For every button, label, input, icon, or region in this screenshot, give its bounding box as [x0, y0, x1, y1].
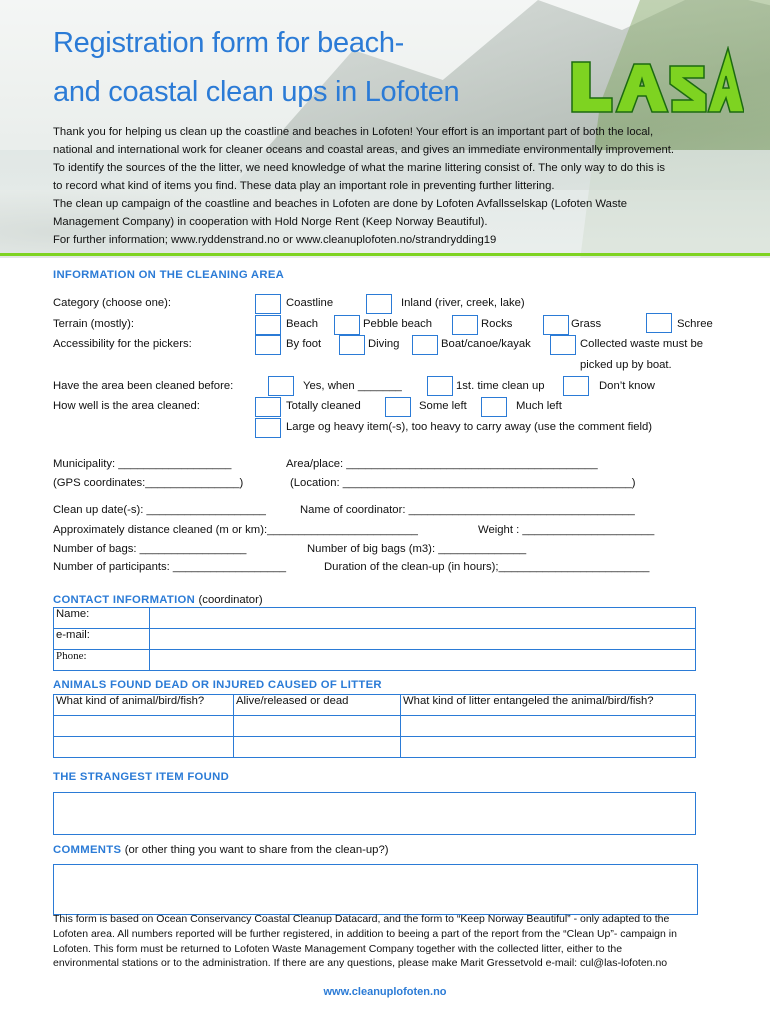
- alive-cell[interactable]: [234, 737, 401, 758]
- cleanup-date-field[interactable]: Clean up date(-s): ___________________: [53, 504, 266, 516]
- checkbox-large-items[interactable]: [255, 418, 281, 438]
- participants-field[interactable]: Number of participants: __________________: [53, 561, 287, 573]
- section-heading-animals: ANIMALS FOUND DEAD OR INJURED CAUSED OF LITTER: [53, 679, 382, 691]
- option-yes-when: Yes, when _______: [303, 380, 402, 392]
- checkbox-rocks[interactable]: [452, 315, 478, 335]
- footer-text: This form is based on Ocean Conservancy Coastal Cleanup Datacard, and the form to “Keep Norway Beautiful” - only adapted to the Lofoten area. All numbers reported will be further registered, in addition to beeing a part of the report from the “Clean Up”- campaign in Lofoten. This form must be returned to Lofoten Waste Management Company together with the collected litter, either to the environmental stations or to the administration. If there are any questions, please make Marit Gressetvold e-mail: cul@las-lofoten.no: [53, 913, 677, 970]
- checkbox-first-time[interactable]: [427, 376, 453, 396]
- municipality-field[interactable]: Municipality: __________________: [53, 458, 232, 470]
- contact-email-label: e-mail:: [54, 629, 150, 650]
- option-rocks: Rocks: [481, 318, 513, 330]
- bags-field[interactable]: Number of bags: _________________: [53, 543, 247, 555]
- big-bags-field[interactable]: Number of big bags (m3): ______________: [307, 543, 527, 555]
- contact-phone-label: Phone:: [54, 650, 150, 671]
- how-well-label: How well is the area cleaned:: [53, 400, 200, 412]
- table-row: [54, 716, 696, 737]
- option-dont-know: Don’t know: [599, 380, 655, 392]
- category-label: Category (choose one):: [53, 297, 172, 309]
- table-row: [54, 650, 696, 671]
- cleaned-before-label: Have the area been cleaned before:: [53, 380, 234, 392]
- contact-table: [53, 607, 696, 671]
- distance-field[interactable]: Approximately distance cleaned (m or km):________________________: [53, 524, 418, 536]
- table-row: [54, 737, 696, 758]
- contact-email-input[interactable]: [150, 629, 696, 650]
- contact-phone-input[interactable]: [150, 650, 696, 671]
- option-inland: Inland (river, creek, lake): [401, 297, 525, 309]
- option-some-left: Some left: [419, 400, 467, 412]
- litter-cell[interactable]: [401, 737, 696, 758]
- option-collected-by-boat: Collected waste must be: [580, 338, 704, 350]
- checkbox-dont-know[interactable]: [563, 376, 589, 396]
- checkbox-schree[interactable]: [646, 313, 672, 333]
- footer-url-link[interactable]: www.cleanuplofoten.no: [323, 986, 447, 998]
- option-grass: Grass: [571, 318, 602, 330]
- column-header-animal: What kind of animal/bird/fish?: [54, 695, 234, 716]
- checkbox-by-foot[interactable]: [255, 335, 281, 355]
- checkbox-pebble-beach[interactable]: [334, 315, 360, 335]
- animal-cell[interactable]: [54, 737, 234, 758]
- option-boat: Boat/canoe/kayak: [441, 338, 531, 350]
- section-heading-strangest: THE STRANGEST ITEM FOUND: [53, 771, 230, 783]
- checkbox-boat[interactable]: [412, 335, 438, 355]
- duration-field[interactable]: Duration of the clean-up (in hours);________________________: [324, 561, 650, 573]
- animals-table: [53, 694, 696, 758]
- header-divider: [0, 253, 770, 256]
- column-header-litter: What kind of litter entangeled the animal/bird/fish?: [401, 695, 696, 716]
- gps-field[interactable]: (GPS coordinates:_______________): [53, 477, 244, 489]
- option-coastline: Coastline: [286, 297, 334, 309]
- las-logo: [568, 46, 744, 118]
- checkbox-coastline[interactable]: [255, 294, 281, 314]
- strangest-item-input[interactable]: [53, 792, 696, 835]
- checkbox-much-left[interactable]: [481, 397, 507, 417]
- form-title-line2: and coastal clean ups in Lofoten: [53, 76, 460, 108]
- area-place-field[interactable]: Area/place: ________________________________________: [286, 458, 598, 470]
- checkbox-inland[interactable]: [366, 294, 392, 314]
- form-title-line1: Registration form for beach-: [53, 27, 405, 59]
- option-collected-by-boat-cont: picked up by boat.: [580, 359, 672, 371]
- contact-name-input[interactable]: [150, 608, 696, 629]
- option-totally-cleaned: Totally cleaned: [286, 400, 361, 412]
- coordinator-name-field[interactable]: Name of coordinator: ____________________________________: [300, 504, 635, 516]
- intro-text: Thank you for helping us clean up the coastline and beaches in Lofoten! Your effort is an important part of both the local, national and international work for cleaner oceans and coastal areas, and gives an immediate environmentally improvement. To identify the sources of the the litter, we need knowledge of what the marine littering consist of. The only way to do this is to record what kind of items you find. These data play an important role in preventing further littering. The clean up campaign of the coastline and beaches in Lofoten are done by Lofoten Avfallsselskap (Lofoten Waste Management Company) in cooperation with Hold Norge Rent (Keep Norway Beautiful). For further information; www.ryddenstrand.no or www.cleanuplofoten.no/strandrydding19: [53, 126, 675, 246]
- option-large-items: Large og heavy item(-s), too heavy to carry away (use the comment field): [286, 421, 653, 433]
- option-beach: Beach: [286, 318, 319, 330]
- comments-input[interactable]: [53, 864, 698, 915]
- checkbox-some-left[interactable]: [385, 397, 411, 417]
- alive-cell[interactable]: [234, 716, 401, 737]
- table-header-row: [54, 695, 696, 716]
- option-by-foot: By foot: [286, 338, 322, 350]
- checkbox-diving[interactable]: [339, 335, 365, 355]
- section-heading-cleaning-area: INFORMATION ON THE CLEANING AREA: [53, 269, 285, 281]
- animal-cell[interactable]: [54, 716, 234, 737]
- table-row: [54, 629, 696, 650]
- option-pebble-beach: Pebble beach: [363, 318, 433, 330]
- option-first-time: 1st. time clean up: [456, 380, 545, 392]
- section-heading-contact: CONTACT INFORMATION (coordinator): [53, 594, 263, 606]
- option-schree: Schree: [677, 318, 713, 330]
- checkbox-yes-when[interactable]: [268, 376, 294, 396]
- terrain-label: Terrain (mostly):: [53, 318, 134, 330]
- litter-cell[interactable]: [401, 716, 696, 737]
- weight-field[interactable]: Weight : _____________________: [478, 524, 655, 536]
- table-row: [54, 608, 696, 629]
- location-field[interactable]: (Location: ______________________________________________): [290, 477, 636, 489]
- section-heading-comments: COMMENTS (or other thing you want to share from the clean-up?): [53, 844, 389, 856]
- option-much-left: Much left: [516, 400, 562, 412]
- accessibility-label: Accessibility for the pickers:: [53, 338, 192, 350]
- checkbox-beach[interactable]: [255, 315, 281, 335]
- contact-name-label: Name:: [54, 608, 150, 629]
- checkbox-totally-cleaned[interactable]: [255, 397, 281, 417]
- option-diving: Diving: [368, 338, 400, 350]
- checkbox-grass[interactable]: [543, 315, 569, 335]
- column-header-alive: Alive/released or dead: [234, 695, 401, 716]
- checkbox-collected-by-boat[interactable]: [550, 335, 576, 355]
